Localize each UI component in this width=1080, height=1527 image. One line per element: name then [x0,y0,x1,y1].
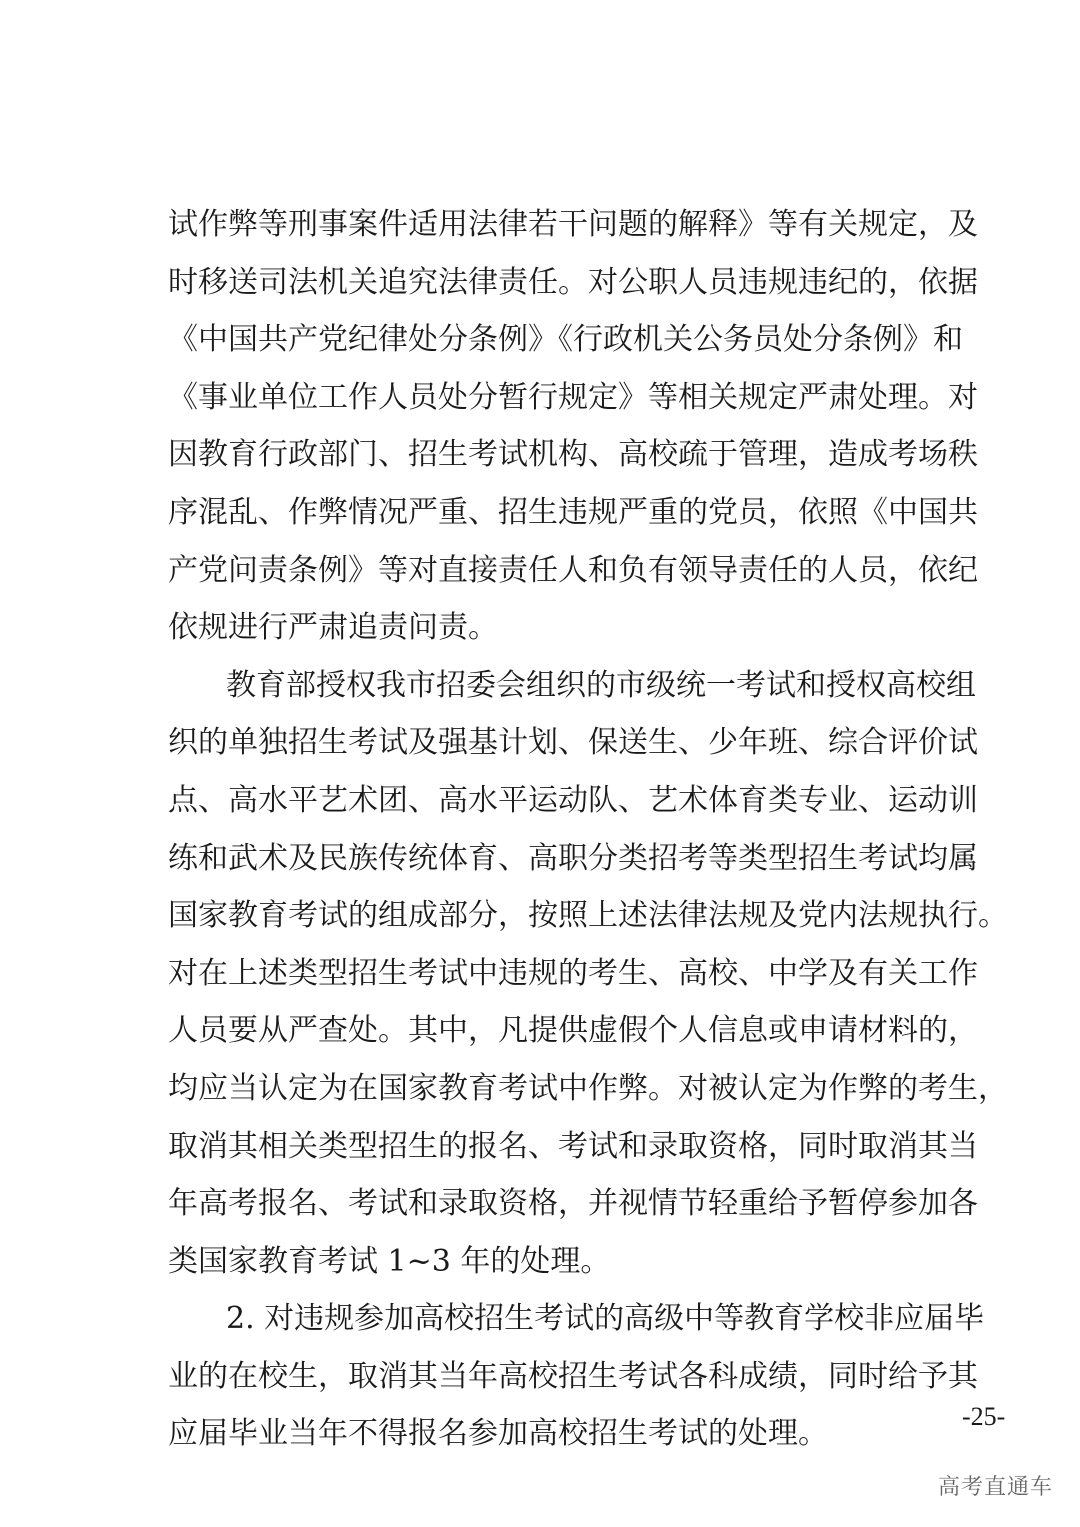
text-line: 国家教育考试的组成部分，按照上述法律法规及党内法规执行。 [168,898,1008,934]
text-line: 产党问责条例》等对直接责任人和负有领导责任的人员，依纪 [168,552,978,588]
text-line: 教育部授权我市招委会组织的市级统一考试和授权高校组 [226,667,976,703]
text-line: 试作弊等刑事案件适用法律若干问题的解释》等有关规定，及 [168,207,978,242]
text-line: 因教育行政部门、招生考试机构、高校疏于管理，造成考场秩 [168,437,978,473]
text-line: 年高考报名、考试和录取资格，并视情节轻重给予暂停参加各 [168,1186,978,1222]
text-line: 时移送司法机关追究法律责任。对公职人员违规违纪的，依据 [168,264,978,300]
text-line: 人员要从严查处。其中，凡提供虚假个人信息或申请材料的， [168,1013,978,1049]
text-line: 均应当认定为在国家教育考试中作弊。对被认定为作弊的考生， [168,1070,1008,1106]
text-line: 练和武术及民族传统体育、高职分类招考等类型招生考试均属 [168,840,978,876]
text-line: 依规进行严肃追责问责。 [168,610,498,646]
text-line: 点、高水平艺术团、高水平运动队、艺术体育类专业、运动训 [168,782,978,818]
text-line: 织的单独招生考试及强基计划、保送生、少年班、综合评价试 [168,725,978,761]
text-line: 对在上述类型招生考试中违规的考生、高校、中学及有关工作 [168,955,978,991]
text-line: 业的在校生，取消其当年高校招生考试各科成绩，同时给予其 [168,1358,978,1394]
text-line: 取消其相关类型招生的报名、考试和录取资格，同时取消其当 [168,1128,978,1164]
text-line: 序混乱、作弊情况严重、招生违规严重的党员，依照《中国共 [168,494,978,530]
text-line: 应届毕业当年不得报名参加高校招生考试的处理。 [168,1416,828,1452]
paragraph-2 [168,657,1008,1291]
watermark: 高考直通车 [938,1475,1054,1500]
paragraph-1 [168,196,978,657]
text-line: 类国家教育考试 1~3 年的处理。 [168,1243,611,1279]
text-line: 2. 对违规参加高校招生考试的高级中等教育学校非应届毕 [226,1301,985,1337]
text-line: 《事业单位工作人员处分暂行规定》等相关规定严肃处理。对 [168,379,978,415]
text-line: 《中国共产党纪律处分条例》《行政机关公务员处分条例》和 [168,322,963,358]
page-number: -25- [962,1402,1006,1431]
